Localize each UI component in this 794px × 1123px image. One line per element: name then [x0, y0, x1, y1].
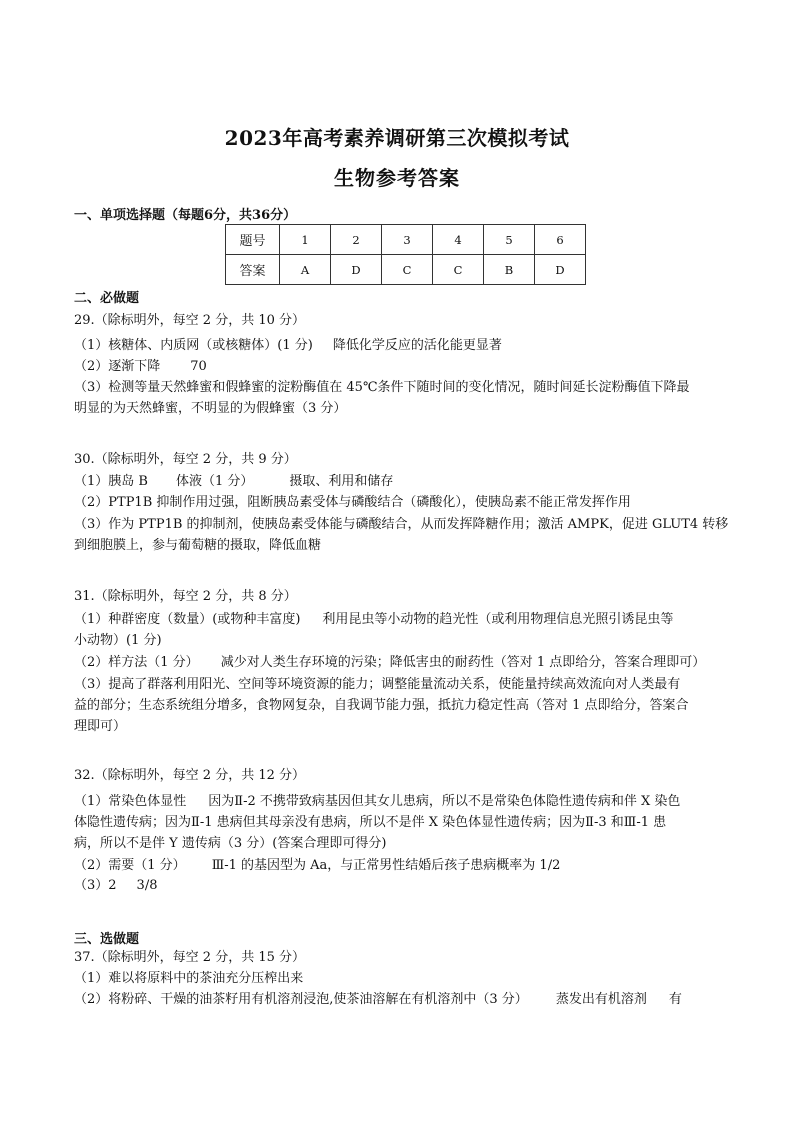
q32-line	[74, 792, 680, 812]
answer-cell: D	[331, 255, 382, 285]
answer-cell: C	[433, 255, 484, 285]
question-number: 2	[331, 225, 382, 255]
question-number: 4	[433, 225, 484, 255]
answer-cell: A	[280, 255, 331, 285]
q29-answer-1b: 降低化学反应的活化能更显著	[332, 338, 502, 353]
q29-header: 29.（除标明外，每空 2 分，共 10 分）	[74, 313, 306, 328]
q32-line: 病，所以不是伴 Y 遗传病（3 分）(答案合理即可得分)	[74, 836, 387, 851]
q29-answer-2b: 70	[190, 359, 207, 374]
q31-line	[74, 610, 673, 630]
q30-line: （3）作为 PTP1B 的抑制剂，使胰岛素受体能与磷酸结合，从而发挥降糖作用；激活 AMPK，促进 GLUT4 转移	[74, 517, 729, 532]
row-label-question: 题号	[226, 225, 280, 255]
q32-answer-2b: Ⅲ-1 的基因型为 Aa，与正常男性结婚后孩子患病概率为 1/2	[211, 858, 561, 873]
q31-answer-1b: 利用昆虫等小动物的趋光性（或利用物理信息光照引诱昆虫等	[322, 612, 674, 627]
question-number: 6	[535, 225, 586, 255]
q37-answer-2: （2）将粉碎、干燥的油茶籽用有机溶剂浸泡,使茶油溶解在有机溶剂中（3 分）	[74, 992, 528, 1007]
q32-answer-1: （1）常染色体显性	[74, 794, 187, 809]
q31-line: 理即可）	[74, 719, 127, 734]
q31-line	[74, 653, 705, 673]
q37-line	[74, 990, 682, 1010]
section2-heading: 二、必做题	[74, 291, 140, 306]
q29-line	[74, 336, 502, 356]
q32-answer-2: （2）需要（1 分）	[74, 858, 186, 873]
q30-header: 30.（除标明外，每空 2 分，共 9 分）	[74, 452, 297, 467]
answer-table	[225, 224, 586, 285]
q32-header: 32.（除标明外，每空 2 分，共 12 分）	[74, 768, 306, 783]
q29-answer-1: （1）核糖体、内质网（或核糖体）(1 分)	[74, 338, 313, 353]
q37-answer-2c: 有	[668, 992, 682, 1007]
q37-answer-2b: 蒸发出有机溶剂	[555, 992, 647, 1007]
q31-line: （3）提高了群落利用阳光、空间等环境资源的能力；调整能量流动关系，使能量持续高效流向对人类最有	[74, 677, 681, 692]
q32-line	[74, 876, 157, 896]
q30-answer-1c: 摄取、利用和储存	[289, 474, 394, 489]
question-number-row	[226, 225, 586, 255]
q32-answer-3: （3）2	[74, 878, 117, 893]
answer-row	[226, 255, 586, 285]
q31-line: 小动物）(1 分)	[74, 633, 162, 648]
q32-line: 体隐性遗传病；因为Ⅱ-1 患病但其母亲没有患病，所以不是伴 X 染色体显性遗传病；因为Ⅱ-3 和Ⅲ-1 患	[74, 815, 667, 830]
page-title: 2023年高考素养调研第三次模拟考试	[224, 126, 570, 150]
q31-header: 31.（除标明外，每空 2 分，共 8 分）	[74, 589, 297, 604]
q29-line	[74, 357, 207, 377]
q31-line: 益的部分；生态系统组分增多，食物网复杂，自我调节能力强，抵抗力稳定性高（答对 1 点即给分，答案合	[74, 698, 689, 713]
q30-answer-1: （1）胰岛 B	[74, 474, 148, 489]
q30-line	[74, 472, 393, 492]
q37-header: 37.（除标明外，每空 2 分，共 15 分）	[74, 950, 306, 965]
q30-answer-1b: 体液（1 分）	[175, 474, 254, 489]
q32-line	[74, 856, 560, 876]
answer-cell: C	[382, 255, 433, 285]
q31-answer-2: （2）样方法（1 分）	[74, 655, 199, 670]
question-number: 5	[484, 225, 535, 255]
q31-answer-1: （1）种群密度（数量）(或物种丰富度)	[74, 612, 301, 627]
q32-answer-3b: 3/8	[136, 878, 158, 893]
answer-cell: D	[535, 255, 586, 285]
q29-answer-2: （2）逐渐下降	[74, 359, 161, 374]
q30-line: 到细胞膜上，参与葡萄糖的摄取，降低血糖	[74, 538, 322, 553]
section1-heading: 一、单项选择题（每题6分，共36分）	[74, 208, 297, 223]
q37-line: （1）难以将原料中的茶油充分压榨出来	[74, 971, 304, 986]
question-number: 3	[382, 225, 433, 255]
answer-cell: B	[484, 255, 535, 285]
question-number: 1	[280, 225, 331, 255]
row-label-answer: 答案	[226, 255, 280, 285]
q29-line: （3）检测等量天然蜂蜜和假蜂蜜的淀粉酶值在 45℃条件下随时间的变化情况，随时间延长淀粉酶值下降最	[74, 380, 690, 395]
q29-line: 明显的为天然蜂蜜，不明显的为假蜂蜜（3 分）	[74, 401, 347, 416]
q30-line: （2）PTP1B 抑制作用过强，阻断胰岛素受体与磷酸结合（磷酸化），使胰岛素不能正常发挥作用	[74, 495, 631, 510]
q32-answer-1b: 因为Ⅱ-2 不携带致病基因但其女儿患病，所以不是常染色体隐性遗传病和伴 X 染色	[208, 794, 681, 809]
section3-heading: 三、选做题	[74, 932, 140, 947]
q31-answer-2b: 减少对人类生存环境的污染；降低害虫的耐药性（答对 1 点即给分，答案合理即可）	[220, 655, 706, 670]
page-subtitle: 生物参考答案	[334, 166, 460, 190]
